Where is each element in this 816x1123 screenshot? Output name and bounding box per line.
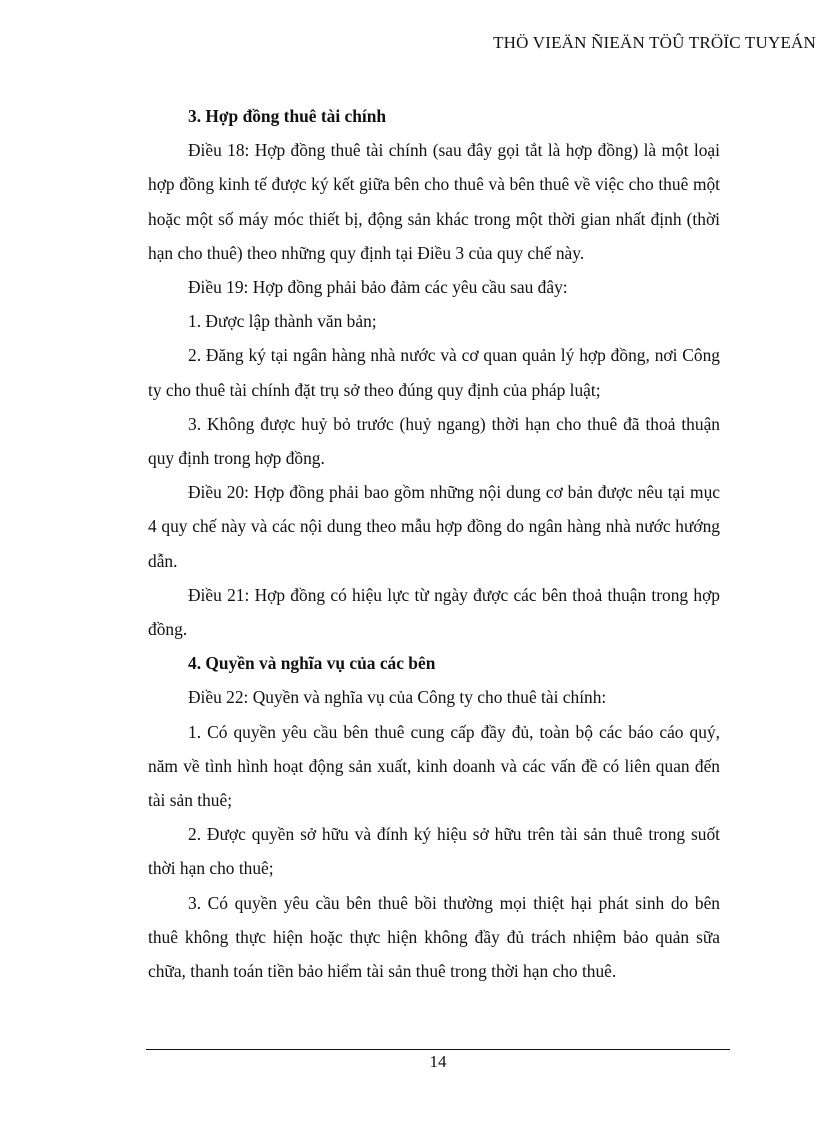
article-22-item-2: 2. Được quyền sở hữu và đính ký hiệu sở hữu trên tài sản thuê trong suốt thời hạn cho thuê; xyxy=(148,824,720,879)
footer-divider xyxy=(146,1049,730,1050)
running-header: THÖ VIEÄN ÑIEÄN TÖÛ TRÖÏC TUYEÁN xyxy=(493,33,816,52)
article-22-item-3: 3. Có quyền yêu cầu bên thuê bồi thường mọi thiệt hại phát sinh do bên thuê không thực hiện hoặc thực hiện không đầy đủ trách nhiệm bảo quản sữa chữa, thanh toán tiền bảo hiểm tài sản thuê trong thời hạn cho thuê. xyxy=(148,892,720,982)
article-19-item-3: 3. Không được huỷ bỏ trước (huỷ ngang) thời hạn cho thuê đã thoả thuận quy định trong hợp đồng. xyxy=(148,413,720,469)
article-19-item-2: 2. Đăng ký tại ngân hàng nhà nước và cơ quan quản lý hợp đồng, nơi Công ty cho thuê tài chính đặt trụ sở theo đúng quy định của pháp luật; xyxy=(148,345,720,400)
article-19-item-1: 1. Được lập thành văn bản; xyxy=(188,311,377,332)
article-20-paragraph: Điều 20: Hợp đồng phải bao gồm những nội dung cơ bản được nêu tại mục 4 quy chế này và các nội dung theo mẫu hợp đồng do ngân hàng nhà nước hướng dẫn. xyxy=(148,482,720,571)
article-19-paragraph: Điều 19: Hợp đồng phải bảo đảm các yêu cầu sau đây: xyxy=(188,277,568,298)
section-heading-3: 3. Hợp đồng thuê tài chính xyxy=(188,106,387,126)
article-18-paragraph: Điều 18: Hợp đồng thuê tài chính (sau đây gọi tắt là hợp đồng) là một loại hợp đồng kinh tế được ký kết giữa bên cho thuê và bên thuê về việc cho thuê một hoặc một số máy móc thiết bị, động sản khác trong một thời gian nhất định (thời hạn cho thuê) theo những quy định tại Điều 3 của quy chế này. xyxy=(148,140,720,263)
article-21-paragraph: Điều 21: Hợp đồng có hiệu lực từ ngày được các bên thoả thuận trong hợp đồng. xyxy=(148,584,720,640)
article-22-paragraph: Điều 22: Quyền và nghĩa vụ của Công ty cho thuê tài chính: xyxy=(188,687,607,708)
document-body xyxy=(148,99,720,988)
article-22-item-1: 1. Có quyền yêu cầu bên thuê cung cấp đầy đủ, toàn bộ các báo cáo quý, năm về tình hình hoạt động sản xuất, kinh doanh và các vấn đề có liên quan đến tài sản thuê; xyxy=(148,721,720,811)
section-heading-4: 4. Quyền và nghĩa vụ của các bên xyxy=(188,653,436,674)
page-number: 14 xyxy=(429,1052,447,1071)
